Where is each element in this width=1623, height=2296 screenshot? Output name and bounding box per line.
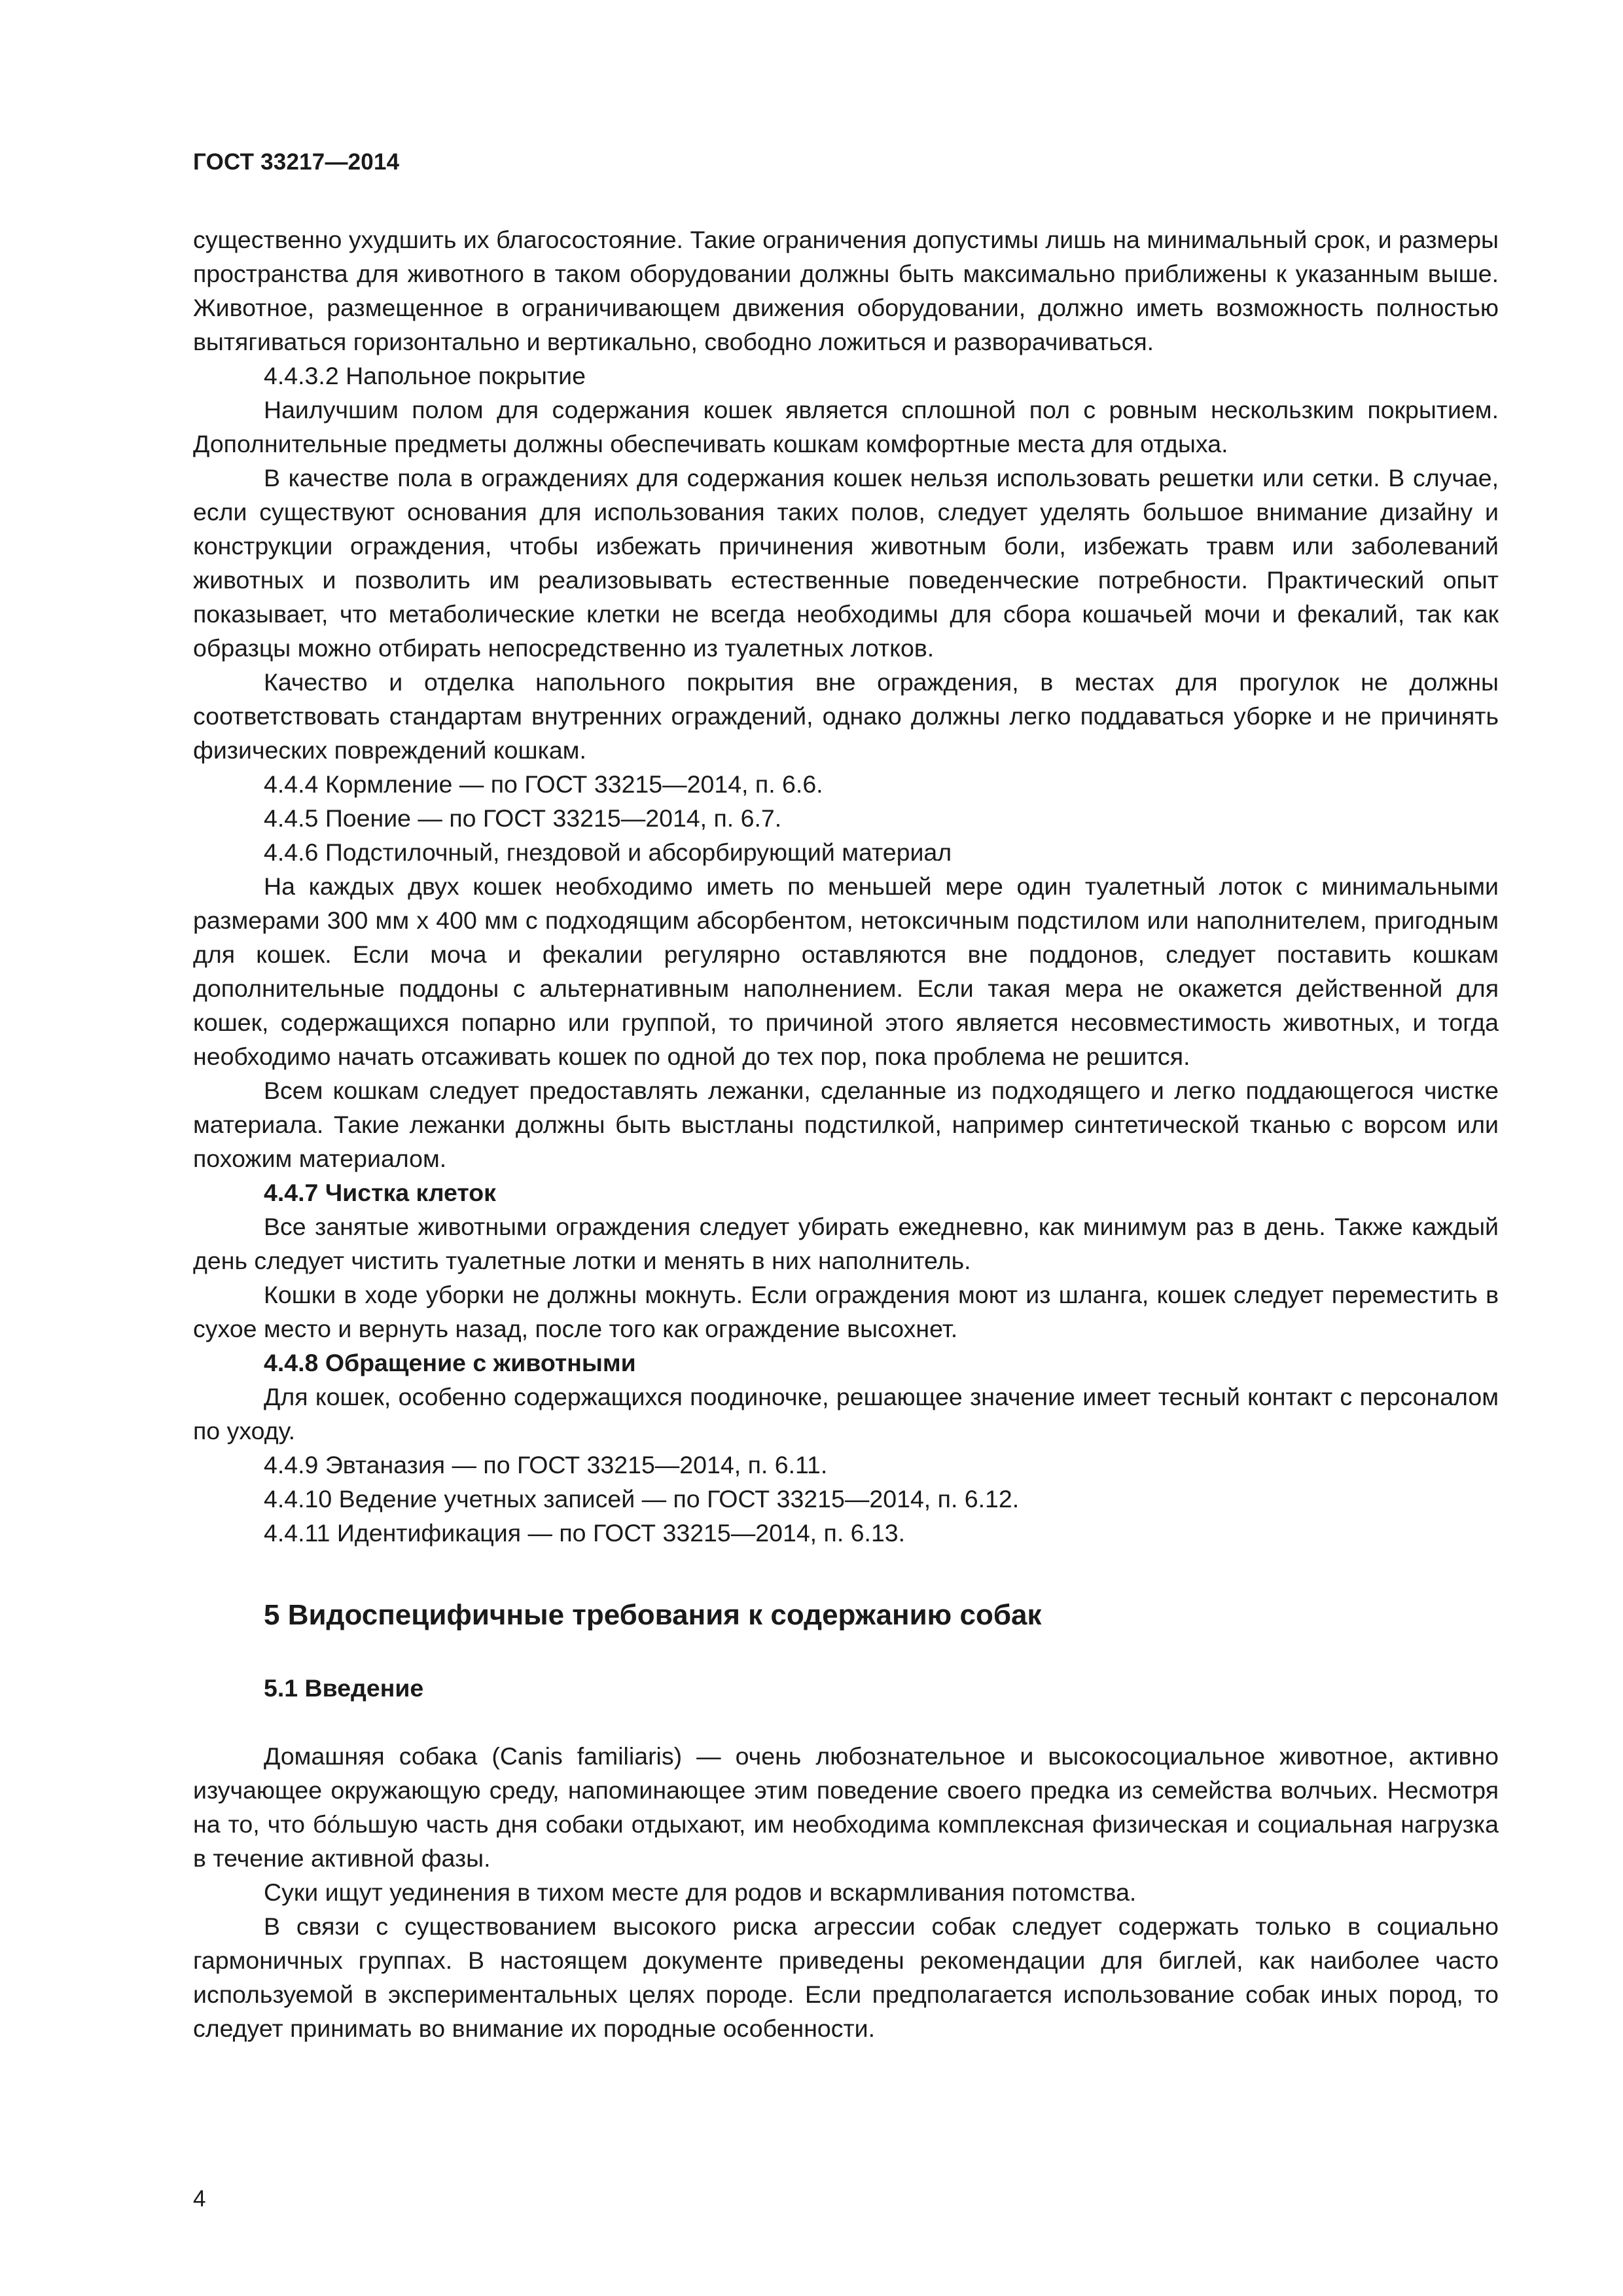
subsection-4-4-11: 4.4.11 Идентификация — по ГОСТ 33215—2014, п. 6.13.	[264, 1519, 906, 1547]
subsection-4-4-10: 4.4.10 Ведение учетных записей — по ГОСТ 33215—2014, п. 6.12.	[264, 1485, 1020, 1513]
subsection-4-4-9: 4.4.9 Эвтаназия — по ГОСТ 33215—2014, п. 6.11.	[264, 1451, 828, 1479]
subsection-4-4-6-title: 4.4.6 Подстилочный, гнездовой и абсорбирующий материал	[264, 838, 952, 866]
paragraph: Суки ищут уединения в тихом месте для родов и вскармливания потомства.	[264, 1878, 1137, 1906]
subsection-5-1-title: 5.1 Введение	[264, 1674, 424, 1702]
paragraph: Всем кошкам следует предоставлять лежанки, сделанные из подходящего и легко поддающегося чистке материала. Такие лежанки должны быть выстланы подстилкой, например синтетической тканью с ворсом или похожим материалом.	[193, 1077, 1499, 1172]
page-content	[193, 223, 1499, 2045]
page-number: 4	[193, 2186, 206, 2212]
document-header: ГОСТ 33217—2014	[193, 149, 400, 175]
paragraph: Все занятые животными ограждения следует убирать ежедневно, как минимум раз в день. Также каждый день следует чистить туалетные лотки и менять в них наполнитель.	[193, 1213, 1499, 1274]
subsection-4-4-5: 4.4.5 Поение — по ГОСТ 33215—2014, п. 6.7.	[264, 804, 782, 832]
continuation-paragraph: существенно ухудшить их благосостояние. Такие ограничения допустимы лишь на минимальный срок, и размеры пространства для животного в таком оборудовании должны быть максимально приближены к указанным выше. Животное, размещенное в ограничивающем движения оборудовании, должно иметь возможность полностью вытягиваться горизонтально и вертикально, свободно ложиться и разворачиваться.	[193, 226, 1499, 355]
paragraph: Для кошек, особенно содержащихся поодиночке, решающее значение имеет тесный контакт с персоналом по уходу.	[193, 1383, 1499, 1444]
subsection-4-4-8-title: 4.4.8 Обращение с животными	[264, 1349, 636, 1376]
subsection-4-4-7-title: 4.4.7 Чистка клеток	[264, 1179, 496, 1206]
paragraph: Качество и отделка напольного покрытия вне ограждения, в местах для прогулок не должны соответствовать стандартам внутренних ограждений, однако должны легко поддаваться уборке и не причинять физических повреждений кошкам.	[193, 668, 1499, 764]
paragraph: Кошки в ходе уборки не должны мокнуть. Если ограждения моют из шланга, кошек следует переместить в сухое место и вернуть назад, после того как ограждение высохнет.	[193, 1281, 1499, 1342]
paragraph: Наилучшим полом для содержания кошек является сплошной пол с ровным нескользким покрытием. Дополнительные предметы должны обеспечивать кошкам комфортные места для отдыха.	[193, 396, 1499, 457]
section-5-title: 5 Видоспецифичные требования к содержанию собак	[264, 1599, 1042, 1631]
paragraph: В связи с существованием высокого риска агрессии собак следует содержать только в социально гармоничных группах. В настоящем документе приведены рекомендации для биглей, как наиболее часто используемой в экспериментальных целях породе. Если предполагается использование собак иных пород, то следует принимать во внимание их породные особенности.	[193, 1912, 1499, 2042]
paragraph: В качестве пола в ограждениях для содержания кошек нельзя использовать решетки или сетки. В случае, если существуют основания для использования таких полов, следует уделять большое внимание дизайну и конструкции ограждения, чтобы избежать причинения животным боли, избежать травм или заболеваний животных и позволить им реализовывать естественные поведенческие потребности. Практический опыт показывает, что метаболические клетки не всегда необходимы для сбора кошачьей мочи и фекалий, так как образцы можно отбирать непосредственно из туалетных лотков.	[193, 464, 1499, 662]
subsection-4-4-3-2-title: 4.4.3.2 Напольное покрытие	[264, 362, 586, 389]
paragraph: На каждых двух кошек необходимо иметь по меньшей мере один туалетный лоток с минимальными размерами 300 мм х 400 мм с подходящим абсорбентом, нетоксичным подстилом или наполнителем, пригодным для кошек. Если моча и фекалии регулярно оставляются вне поддонов, следует поставить кошкам дополнительные поддоны с альтернативным наполнением. Если такая мера не окажется действенной для кошек, содержащихся попарно или группой, то причиной этого является несовместимость животных, и тогда необходимо начать отсаживать кошек по одной до тех пор, пока проблема не решится.	[193, 872, 1499, 1070]
subsection-4-4-4: 4.4.4 Кормление — по ГОСТ 33215—2014, п. 6.6.	[264, 770, 823, 798]
paragraph: Домашняя собака (Canis familiaris) — очень любознательное и высокосоциальное животное, активно изучающее окружающую среду, напоминающее этим поведение своего предка из семейства волчьих. Несмотря на то, что бо́льшую часть дня собаки отдыхают, им необходима комплексная физическая и социальная нагрузка в течение активной фазы.	[193, 1742, 1499, 1872]
